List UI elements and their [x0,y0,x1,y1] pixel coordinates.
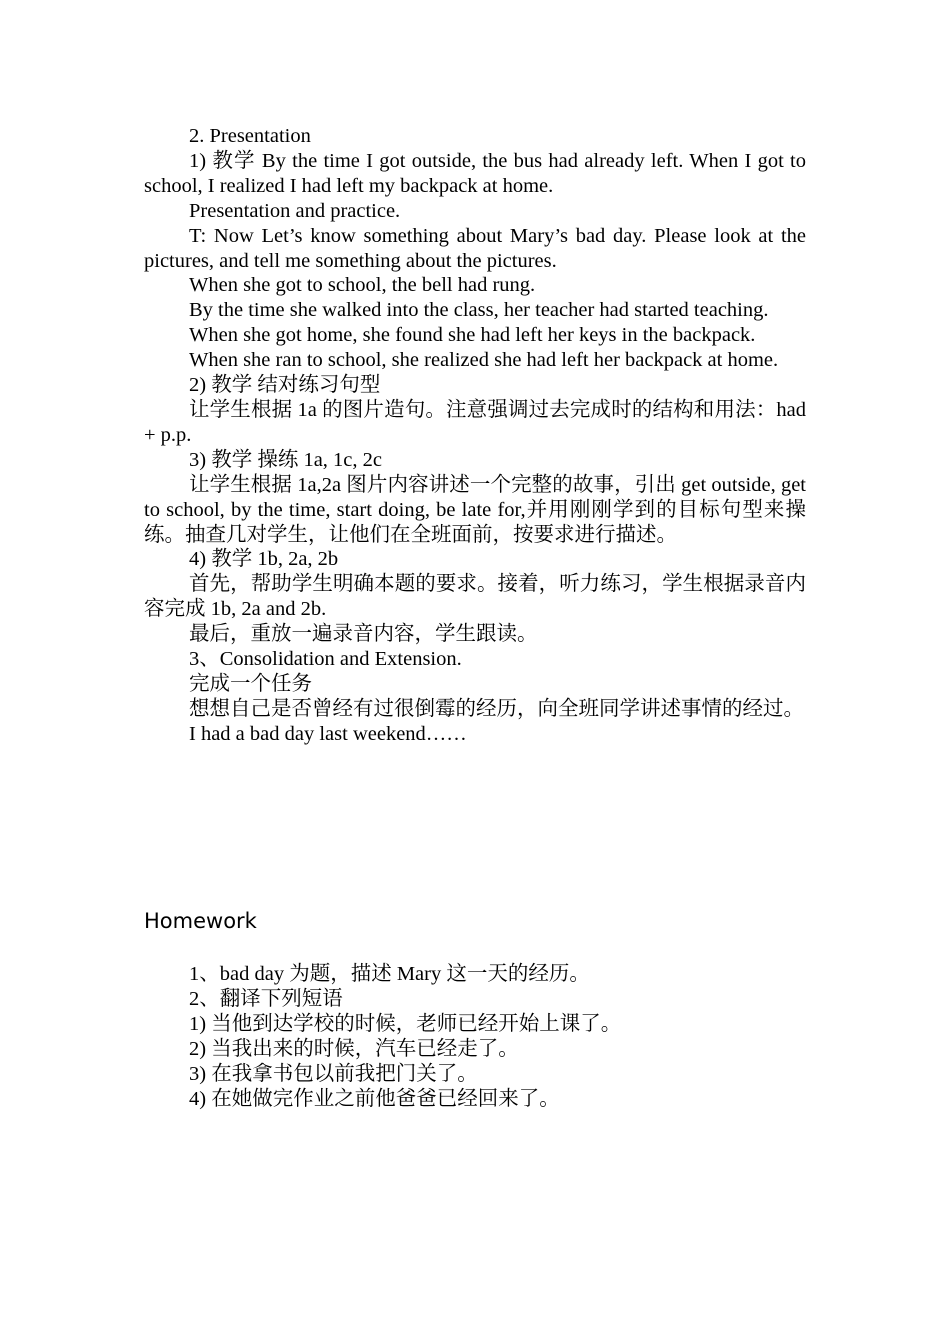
paragraph: 让学生根据 1a 的图片造句。注意强调过去完成时的结构和用法：had + p.p. [144,398,806,446]
homework-heading: Homework [144,909,257,933]
paragraph: 1) 教学 By the time I got outside, the bus had already left. When I got to school, I realized I had left my backpack at home. [144,149,806,197]
paragraph: 2) 教学 结对练习句型 [189,374,381,397]
paragraph: By the time she walked into the class, her teacher had started teaching. [189,299,769,322]
paragraph: 首先，帮助学生明确本题的要求。接着，听力练习，学生根据录音内容完成 1b, 2a and 2b. [144,573,806,621]
homework-item: 2) 当我出来的时候，汽车已经走了。 [189,1037,519,1060]
homework-body [144,962,806,1111]
section-heading-consolidation: 3、Consolidation and Extension. [189,648,462,671]
lesson-body [144,124,806,747]
section-heading-presentation: 2. Presentation [189,125,311,147]
paragraph: 4) 教学 1b, 2a, 2b [189,548,339,571]
paragraph: 想想自己是否曾经有过很倒霉的经历，向全班同学讲述事情的经过。 [189,697,804,720]
paragraph: I had a bad day last weekend…… [189,722,467,745]
homework-item: 2、翻译下列短语 [189,987,343,1010]
homework-item: 1、bad day 为题，描述 Mary 这一天的经历。 [189,963,590,985]
paragraph: T: Now Let’s know something about Mary’s bad day. Please look at the pictures, and tell me something about the pictures. [144,224,806,272]
paragraph: When she got to school, the bell had rung. [189,274,536,297]
paragraph: 最后，重放一遍录音内容，学生跟读。 [189,623,538,646]
paragraph: When she ran to school, she realized she had left her backpack at home. [189,349,779,372]
paragraph: Presentation and practice. [189,199,401,222]
paragraph: When she got home, she found she had left her keys in the backpack. [189,324,756,347]
homework-item: 1) 当他到达学校的时候，老师已经开始上课了。 [189,1012,622,1035]
paragraph: 3) 教学 操练 1a, 1c, 2c [189,448,382,471]
homework-item: 3) 在我拿书包以前我把门关了。 [189,1062,478,1085]
paragraph: 完成一个任务 [189,672,312,695]
paragraph: 让学生根据 1a,2a 图片内容讲述一个完整的故事，引出 get outside, get to school, by the time, start doing, be late for,并用刚刚学到的目标句型来操练。抽查几对学生，让他们在全班面前，按要求进行描述。 [144,473,806,546]
homework-item: 4) 在她做完作业之前他爸爸已经回来了。 [189,1087,560,1110]
